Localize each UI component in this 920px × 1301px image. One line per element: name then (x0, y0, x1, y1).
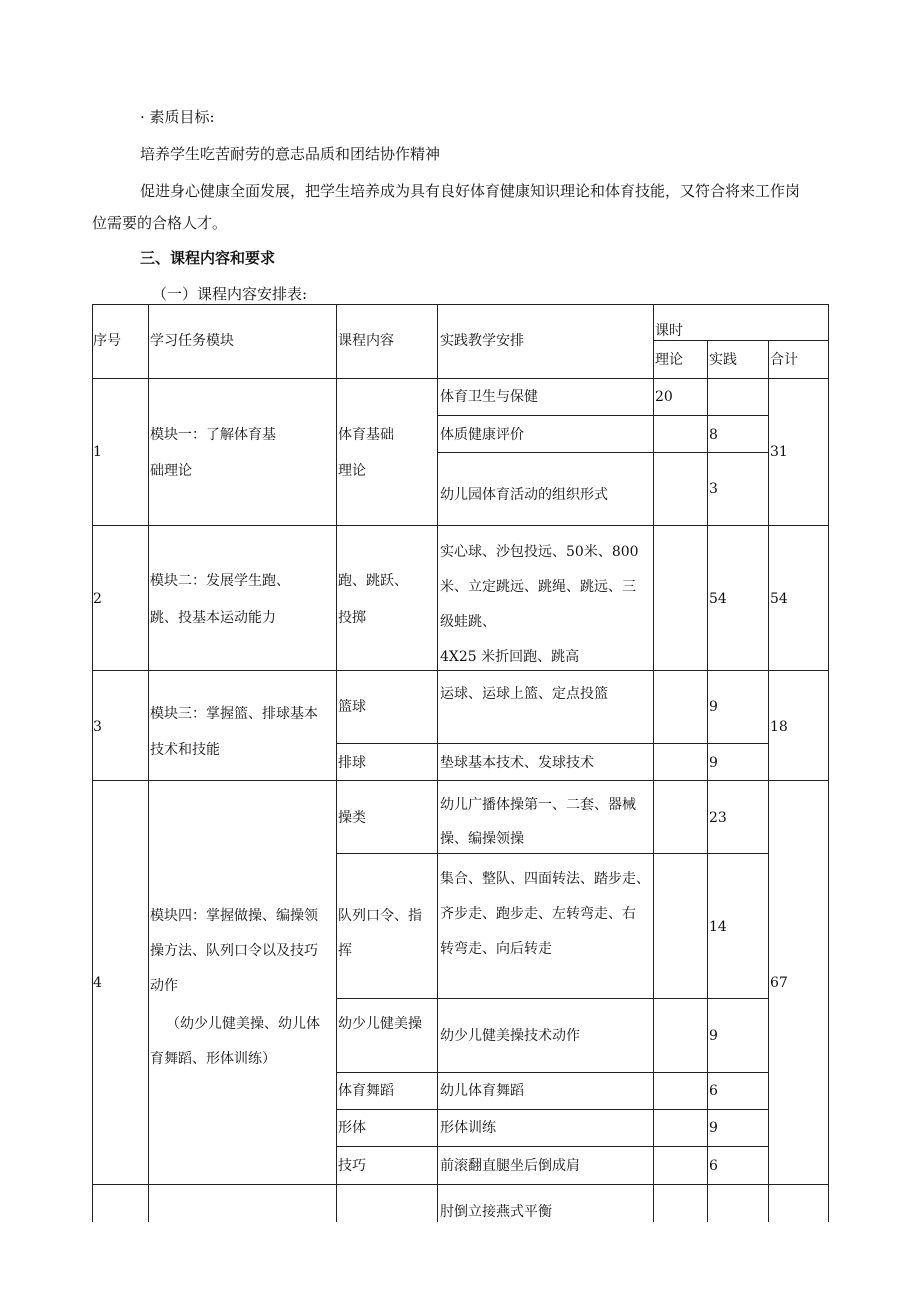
paragraph-line: 促进身心健康全面发展，把学生培养成为具有良好体育健康知识理论和体育技能，又符合将来工作岗 (140, 182, 801, 200)
row4-item: 操、编操领操 (440, 831, 524, 847)
row4-module: 动作 (150, 978, 178, 994)
row1-seq: 1 (93, 444, 102, 460)
header-module: 学习任务模块 (150, 333, 234, 349)
row4-module: （幼少儿健美操、幼儿体 (166, 1016, 320, 1032)
row4-item: 幼儿体育舞蹈 (440, 1083, 524, 1099)
row2-total: 54 (770, 591, 788, 607)
row4-item: 齐步走、跑步走、左转弯走、右 (440, 906, 636, 922)
row4-seq: 4 (93, 975, 102, 991)
row1-module: 础理论 (150, 463, 192, 479)
row3-module: 技术和技能 (150, 742, 220, 758)
header-hours: 课时 (655, 323, 683, 339)
row2-item: 4X25 米折回跑、跳高 (440, 649, 580, 665)
row4-practical: 6 (709, 1158, 718, 1174)
row1-item: 体质健康评价 (440, 427, 524, 443)
row3-content: 排球 (338, 755, 366, 771)
header-practical: 实践 (709, 352, 737, 368)
row3-module: 模块三：掌握篮、排球基本 (150, 706, 318, 722)
row2-content: 跑、跳跃、 (338, 573, 408, 589)
row4-practical: 23 (709, 810, 727, 826)
row2-content: 投掷 (338, 610, 366, 626)
row4-module: 模块四：掌握做操、编操领 (150, 908, 318, 924)
row5-item: 肘倒立接燕式平衡 (440, 1204, 552, 1220)
row4-practical: 9 (709, 1028, 718, 1044)
table-caption: （一）课程内容安排表: (152, 285, 308, 303)
row4-module: 育舞蹈、形体训练） (150, 1051, 276, 1067)
row4-item: 幼儿广播体操第一、二套、器械 (440, 797, 636, 813)
row4-content: 技巧 (338, 1158, 366, 1174)
row1-content: 理论 (338, 463, 366, 479)
row3-total: 18 (770, 719, 788, 735)
row3-practical: 9 (709, 755, 718, 771)
row4-content: 形体 (338, 1120, 366, 1136)
row2-module: 模块二：发展学生跑、 (150, 573, 290, 589)
paragraph-line: 培养学生吃苦耐劳的意志品质和团结协作精神 (140, 145, 441, 163)
row2-item: 级蛙跳、 (440, 614, 496, 630)
row1-theory: 20 (655, 389, 673, 405)
row4-module: 操方法、队列口令以及技巧 (150, 943, 318, 959)
row4-item: 集合、整队、四面转法、踏步走、 (440, 871, 650, 887)
row3-seq: 3 (93, 719, 102, 735)
row1-content: 体育基础 (338, 427, 394, 443)
header-practice: 实践教学安排 (440, 333, 524, 349)
paragraph-line: 位需要的合格人才。 (92, 214, 228, 232)
row4-item: 转弯走、向后转走 (440, 941, 552, 957)
row4-content: 幼少儿健美操 (338, 1016, 422, 1032)
header-total: 合计 (770, 352, 798, 368)
row1-item: 幼儿园体育活动的组织形式 (440, 487, 608, 503)
row1-total: 31 (770, 444, 788, 460)
row3-content: 篮球 (338, 699, 366, 715)
header-theory: 理论 (655, 352, 683, 368)
row1-practical: 8 (709, 427, 718, 443)
row3-item: 垫球基本技术、发球技术 (440, 755, 594, 771)
row4-content: 体育舞蹈 (338, 1083, 394, 1099)
row4-content: 操类 (338, 810, 366, 826)
row3-item: 运球、运球上篮、定点投篮 (440, 686, 608, 702)
row2-item: 实心球、沙包投远、50米、800 (440, 544, 639, 560)
header-content: 课程内容 (338, 333, 394, 349)
row1-practical: 3 (709, 481, 718, 497)
row4-item: 形体训练 (440, 1120, 496, 1136)
row4-practical: 14 (709, 919, 727, 935)
row4-content: 队列口令、指 (338, 908, 422, 924)
row4-practical: 6 (709, 1083, 718, 1099)
header-seq: 序号 (93, 333, 121, 349)
row1-module: 模块一：了解体育基 (150, 427, 276, 443)
row4-practical: 9 (709, 1120, 718, 1136)
row2-module: 跳、投基本运动能力 (150, 610, 276, 626)
quality-goal-heading: · 素质目标: (140, 108, 215, 126)
row2-item: 米、立定跳远、跳绳、跳远、三 (440, 579, 636, 595)
section-heading: 三、课程内容和要求 (140, 249, 276, 267)
row4-content: 挥 (338, 943, 352, 959)
row4-total: 67 (770, 975, 788, 991)
row2-practical: 54 (709, 591, 727, 607)
row3-practical: 9 (709, 699, 718, 715)
row2-seq: 2 (93, 591, 102, 607)
row4-item: 幼少儿健美操技术动作 (440, 1028, 580, 1044)
row1-item: 体育卫生与保健 (440, 389, 538, 405)
row4-item: 前滚翻直腿坐后倒成肩 (440, 1158, 580, 1174)
